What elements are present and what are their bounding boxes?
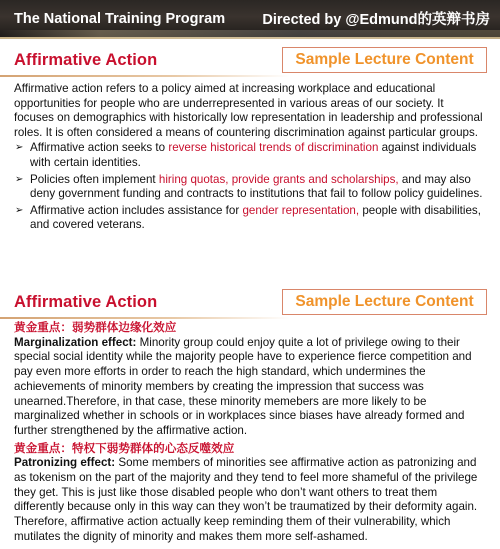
overview-body bbox=[0, 78, 500, 233]
effect-label: Marginalization effect: bbox=[14, 335, 137, 349]
section-header bbox=[0, 286, 500, 320]
director-credit: Directed by @Edmund的英辩书房 bbox=[262, 12, 490, 28]
effect-text: Some members of minorities see affirmative action as patronizing and as tokenism on the part of the majority and they tend to feel more shameful of the privilege they get. This is just like those disabled people who don’t want others to treat them differently because only in this way can they won’t be traumatized by their deformity again. Therefore, affirmative action actually keep reminding them of their vulnerability, which mutilates the dignity of minority and makes them more self-ashamed. bbox=[14, 456, 478, 543]
section-effects bbox=[0, 286, 500, 549]
bullet-text: people with disabilities, and covered veterans. bbox=[30, 203, 481, 232]
list-item bbox=[14, 204, 486, 233]
section-overview bbox=[0, 44, 500, 272]
sample-lecture-badge: Sample Lecture Content bbox=[282, 289, 487, 315]
top-banner bbox=[0, 0, 500, 39]
intro-paragraph: Affirmative action refers to a policy aimed at increasing workplace and educational opportunities for people who are underrepresented in various areas of our society. It focuses on demographics with historically low representation in leadership and professional roles. It is often considered a means of countering discrimination against particular groups. bbox=[14, 82, 483, 139]
section-title: Affirmative Action bbox=[14, 293, 158, 311]
key-point-heading: 黄金重点：特权下弱势群体的心态反噬效应 bbox=[14, 441, 235, 455]
highlighted-phrase: hiring quotas, provide grants and scholarships, bbox=[158, 172, 399, 186]
key-point-heading: 黄金重点：弱势群体边缘化效应 bbox=[14, 321, 177, 334]
bullet-text: and may also deny government funding and contracts to institutions that fail to follow policy guidelines. bbox=[30, 172, 483, 201]
bullet-text: Affirmative action includes assistance for bbox=[30, 203, 243, 217]
bullet-text: Policies often implement bbox=[30, 172, 159, 186]
bullet-list bbox=[14, 141, 486, 233]
arrow-bullet-icon: ➢ bbox=[15, 173, 24, 185]
arrow-bullet-icon: ➢ bbox=[15, 204, 24, 216]
highlighted-phrase: reverse historical trends of discrimination bbox=[168, 141, 379, 155]
title-underline bbox=[0, 75, 290, 77]
patronizing-paragraph bbox=[14, 456, 486, 544]
arrow-bullet-icon: ➢ bbox=[15, 142, 24, 154]
bullet-text: Affirmative action seeks to bbox=[30, 141, 169, 155]
effect-text: Minority group could enjoy quite a lot of privilege owing to their special social identity while the majority people have to experience fierce competition and pay even more efforts in order to reach the high standard, which undermines the achievements of minority members by creating the impression that success was unearned.Therefore, in that case, these minority memebers are more likely to be marginalized whether in schools or in workplaces since biases have already formed and further strengthened by the affirmative action. bbox=[14, 335, 472, 437]
title-underline bbox=[0, 317, 290, 319]
marginalization-paragraph bbox=[14, 336, 486, 439]
effect-label: Patronizing effect: bbox=[14, 456, 116, 470]
effects-body bbox=[0, 321, 500, 545]
section-header bbox=[0, 44, 500, 78]
sample-lecture-badge: Sample Lecture Content bbox=[282, 47, 487, 73]
list-item bbox=[14, 173, 486, 202]
list-item bbox=[14, 141, 486, 170]
program-title: The National Training Program bbox=[14, 10, 226, 27]
section-title: Affirmative Action bbox=[14, 51, 158, 69]
highlighted-phrase: gender representation, bbox=[242, 203, 360, 217]
banner-brush-stroke bbox=[0, 30, 500, 39]
bullet-text: against individuals with certain identities. bbox=[30, 141, 477, 169]
